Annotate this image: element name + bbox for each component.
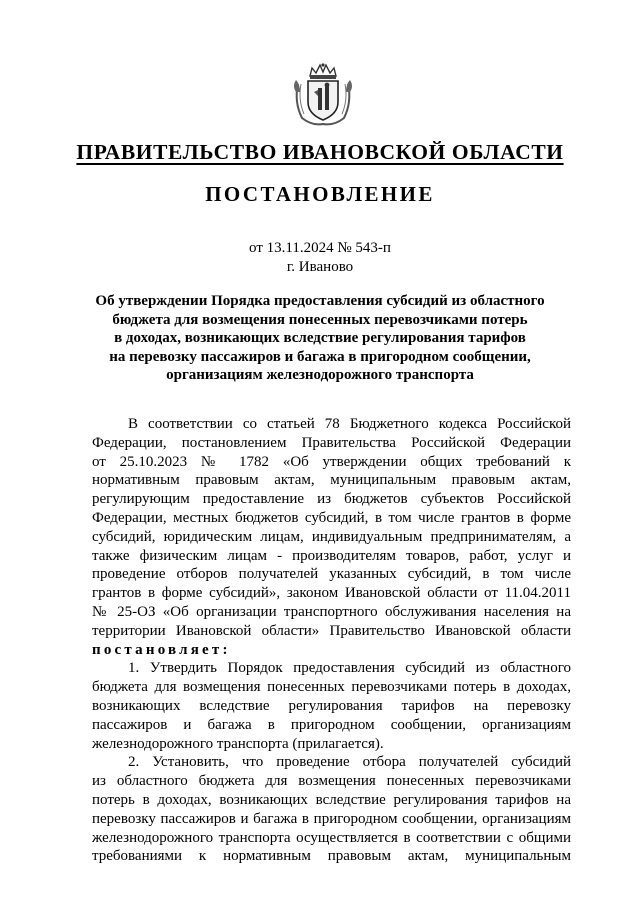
item1-line: возникающих вследствие регулирования тарифов на перевозку [92, 697, 571, 714]
item1-line: бюджета для возмещения понесенных перевозчиками потерь в доходах, [92, 679, 571, 696]
preamble-line: территории Ивановской области» Правительство Ивановской области [92, 622, 571, 639]
item1-line: 1. Утвердить Порядок предоставления субсидий из областного [128, 660, 571, 677]
item2-line: потерь в доходах, возникающих вследствие регулирования тарифов на [92, 791, 571, 808]
preamble-line: В соответствии со статьей 78 Бюджетного кодекса Российской [128, 416, 571, 432]
preamble-line: Федерации, местных бюджетов субсидий, в том числе грантов в форме [92, 509, 571, 526]
preamble-line: от 25.10.2023 № 1782 «Об утверждении общих требований к [92, 453, 571, 470]
preamble-line: проведение отборов получателей указанных субсидий, в том числе [92, 566, 571, 583]
item1-line: пассажиров и багажа в пригородном сообщении, организациям [92, 716, 571, 733]
preamble-line: грантов в форме субсидий», законом Ивановской области от 11.04.2011 [92, 585, 571, 602]
coat-of-arms-icon [292, 62, 354, 128]
item2-line: железнодорожного транспорта осуществляется в соответствии с общими [92, 829, 571, 846]
subject-line: на перевозку пассажиров и багажа в пригородном сообщении, [109, 348, 531, 365]
item1-line: железнодорожного транспорта (прилагается). [92, 735, 384, 752]
document-city: г. Иваново [286, 259, 354, 275]
subject-line: Об утверждении Порядка предоставления субсидий из областного [95, 293, 545, 309]
subject-line: бюджета для возмещения понесенных перевозчиками потерь [112, 311, 528, 328]
decree-word: постановляет: [92, 641, 231, 658]
item2-line: из областного бюджета для возмещения понесенных перевозчиками [92, 773, 571, 790]
government-title: ПРАВИТЕЛЬСТВО ИВАНОВСКОЙ ОБЛАСТИ [76, 140, 564, 164]
item2-line: требованиями к нормативным правовым актам, муниципальным [92, 848, 571, 865]
item2-line: перевозку пассажиров и багажа в пригородном сообщении, организациям [92, 810, 571, 827]
preamble-line: также физическим лицам - производителям товаров, работ, услуг и [92, 547, 571, 564]
document-subject [60, 292, 580, 385]
preamble-line: № 25-ОЗ «Об организации транспортного обслуживания населения на [92, 603, 571, 620]
document-date-number: от 13.11.2024 № 543-п [249, 240, 391, 256]
preamble-line: субсидий, юридическим лицам, индивидуальным предпринимателям, а [92, 528, 571, 545]
subject-line: в доходах, возникающих вследствие регулирования тарифов [114, 330, 526, 347]
preamble-line: регулирующим предоставление из бюджетов субъектов Российской [92, 491, 571, 508]
document-type-title: ПОСТАНОВЛЕНИЕ [205, 182, 435, 206]
item2-line: 2. Установить, что проведение отбора получателей субсидий [128, 754, 571, 771]
preamble-line: нормативным правовым актам, муниципальным правовым актам, [92, 472, 571, 489]
preamble-line: Федерации, постановлением Правительства Российской Федерации [92, 434, 571, 451]
document-body [92, 415, 571, 866]
subject-line: организациям железнодорожного транспорта [166, 367, 474, 384]
